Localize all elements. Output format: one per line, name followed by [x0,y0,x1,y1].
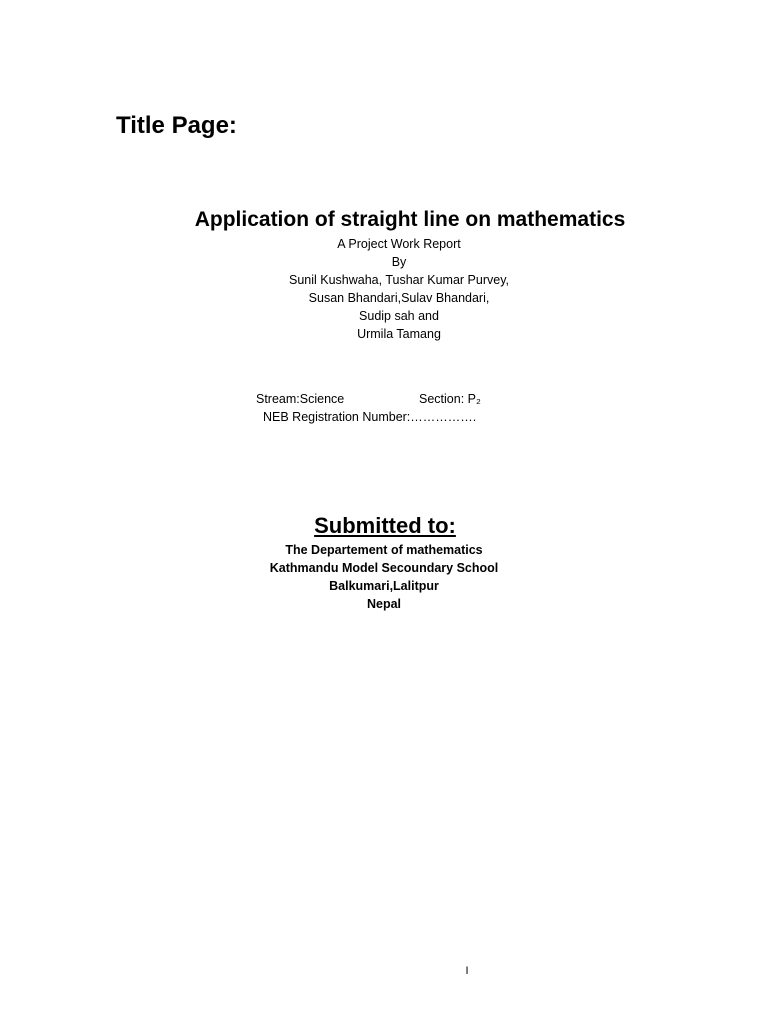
neb-registration: NEB Registration Number:……………. [263,410,477,424]
author-line: Sunil Kushwaha, Tushar Kumar Purvey, [288,273,509,287]
section-label: Section: P₂ [419,392,481,406]
project-title: Application of straight line on mathematics [194,208,626,231]
author-line: Susan Bhandari,Sulav Bhandari, [308,291,490,305]
submitted-line: Kathmandu Model Secoundary School [269,561,499,575]
by-label: By [391,255,407,269]
submitted-to-heading: Submitted to: [314,513,456,538]
submitted-line: Balkumari,Lalitpur [329,579,439,593]
author-line: Sudip sah and [359,309,439,323]
submitted-line: Nepal [366,597,402,611]
page-heading: Title Page: [116,112,237,139]
author-line: Urmila Tamang [357,327,441,341]
submitted-line: The Departement of mathematics [285,543,483,557]
stream-label: Stream:Science [256,392,345,406]
report-type: A Project Work Report [337,237,461,251]
page-number: I [465,965,469,977]
